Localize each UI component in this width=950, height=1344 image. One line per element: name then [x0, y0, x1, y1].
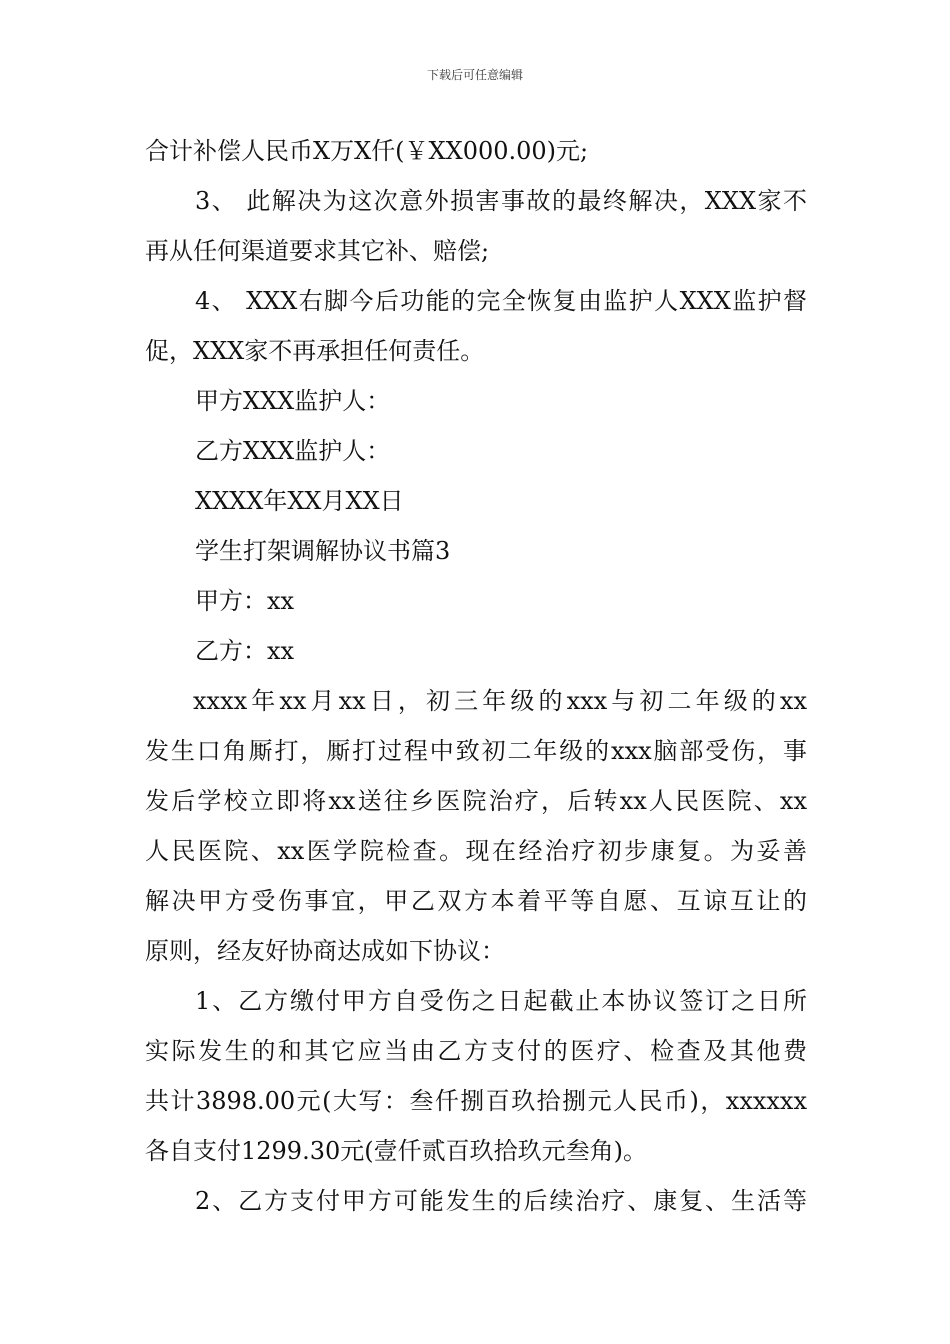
text-line: 合计补偿人民币X万X仟(￥XX000.00)元; [145, 137, 589, 165]
date-line: XXXX年XX月XX日 [195, 487, 404, 515]
paragraph-line: 共计3898.00元(大写：叁仟捌百玖拾捌元人民币)，xxxxxx [145, 1087, 807, 1115]
paragraph-line: 人民医院、xx医学院检查。现在经治疗初步康复。为妥善 [145, 837, 807, 865]
clause-2-line: 2、乙方支付甲方可能发生的后续治疗、康复、生活等 [195, 1187, 807, 1215]
paragraph-line: 发后学校立即将xx送往乡医院治疗，后转xx人民医院、xx [145, 787, 807, 815]
paragraph-line: 发生口角厮打，厮打过程中致初二年级的xxx脑部受伤，事 [145, 737, 807, 765]
paragraph-line: 各自支付1299.30元(壹仟贰百玖拾玖元叁角)。 [145, 1137, 647, 1165]
paragraph-line: 解决甲方受伤事宜，甲乙双方本着平等自愿、互谅互让的 [145, 887, 807, 915]
section-title: 学生打架调解协议书篇3 [195, 537, 451, 565]
clause-3-line: 3、 此解决为这次意外损害事故的最终解决，XXX家不 [195, 187, 807, 215]
party-a-line: 甲方：xx [195, 587, 295, 615]
text-line: 促，XXX家不再承担任何责任。 [145, 337, 485, 365]
clause-4-line: 4、 XXX右脚今后功能的完全恢复由监护人XXX监护督 [195, 287, 807, 315]
clause-1-line: 1、乙方缴付甲方自受伤之日起截止本协议签订之日所 [195, 987, 807, 1015]
party-b-line: 乙方：xx [195, 637, 295, 665]
party-b-signature-line: 乙方XXX监护人： [195, 437, 391, 465]
paragraph-line: 实际发生的和其它应当由乙方支付的医疗、检查及其他费 [145, 1037, 807, 1065]
paragraph-line: 原则，经友好协商达成如下协议： [145, 937, 505, 965]
party-a-signature-line: 甲方XXX监护人： [195, 387, 391, 415]
text-line: 再从任何渠道要求其它补、赔偿; [145, 237, 490, 265]
page-header: 下载后可任意编辑 [426, 68, 523, 82]
paragraph-line: xxxx年xx月xx日，初三年级的xxx与初二年级的xx [193, 687, 807, 715]
document-body [145, 126, 807, 1226]
